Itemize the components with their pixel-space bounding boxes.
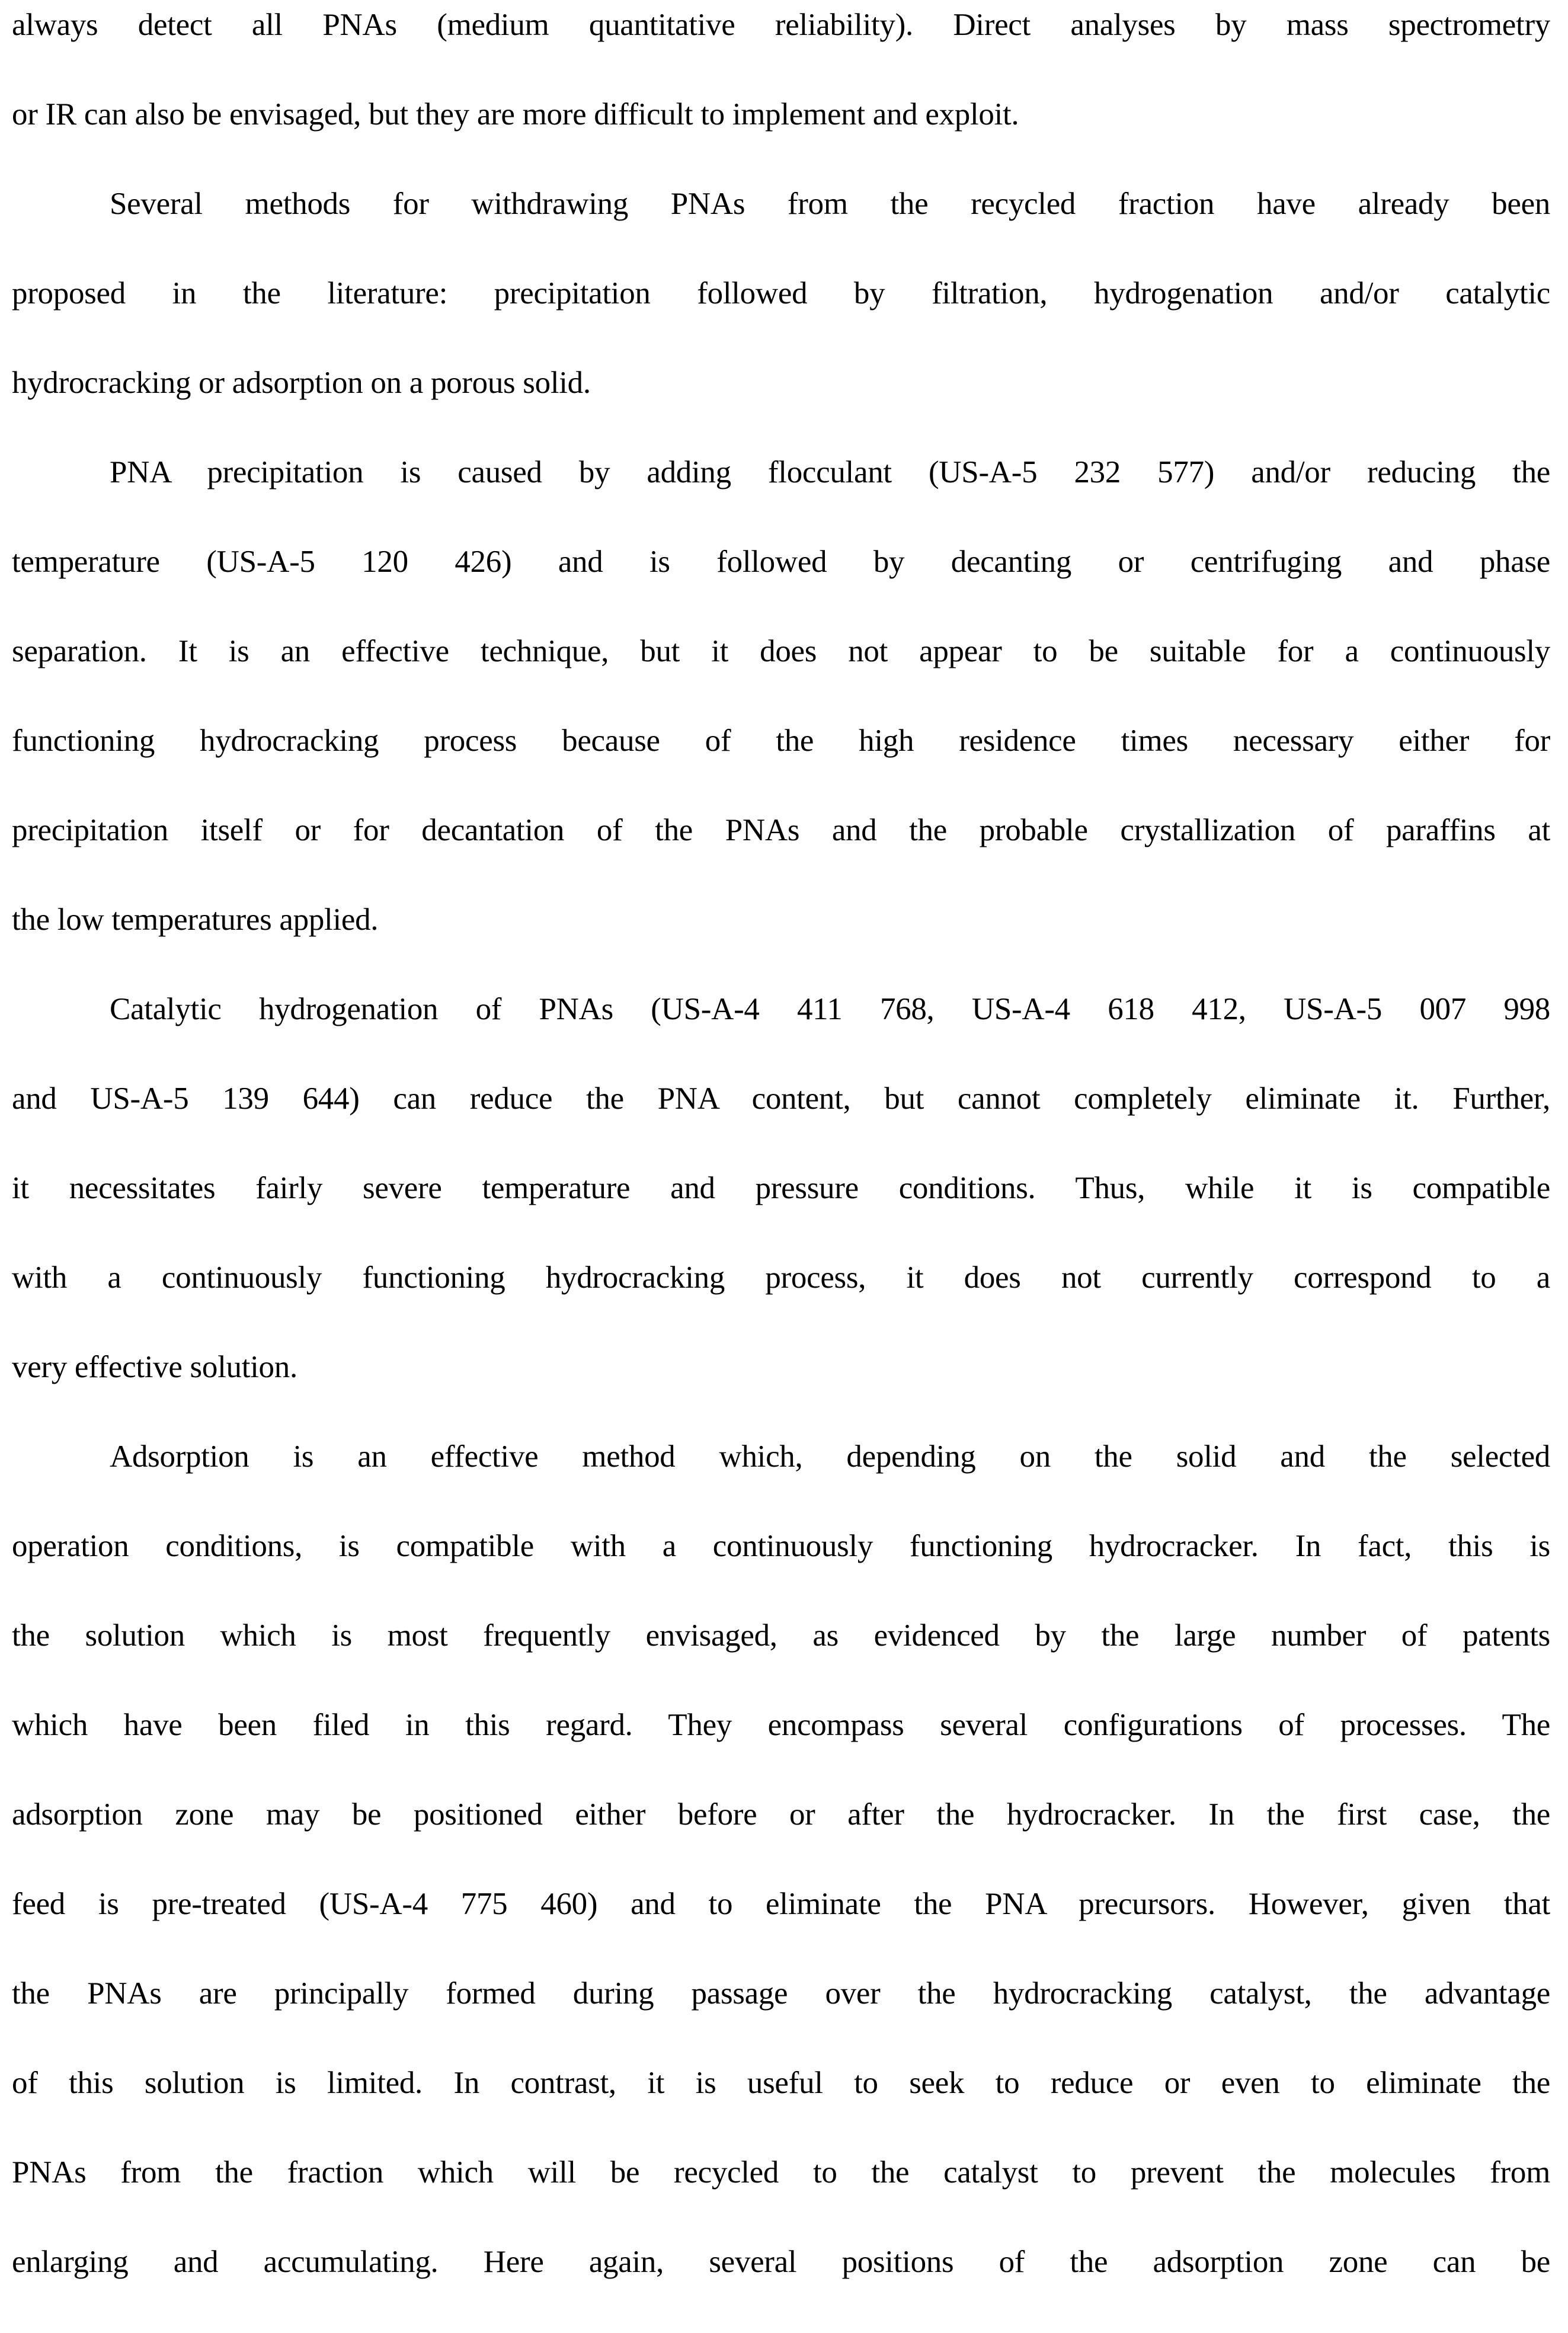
text-line: the solution which is most frequently envisaged, as evidenced by the large number of patents	[12, 1618, 1550, 1653]
text-line: temperature (US-A-5 120 426) and is followed by decanting or centrifuging and phase	[12, 545, 1550, 579]
text-line: which have been filed in this regard. They encompass several configurations of processes. The	[12, 1708, 1550, 1742]
text-line: enlarging and accumulating. Here again, several positions of the adsorption zone can be	[12, 2245, 1550, 2279]
text-line: the PNAs are principally formed during passage over the hydrocracking catalyst, the advantage	[12, 1976, 1550, 2011]
text-block	[12, 0, 1550, 2307]
text-line: operation conditions, is compatible with a continuously functioning hydrocracker. In fact, this is	[12, 1529, 1550, 1563]
text-line: precipitation itself or for decantation of the PNAs and the probable crystallization of paraffins at	[12, 813, 1550, 847]
text-line: of this solution is limited. In contrast, it is useful to seek to reduce or even to eliminate the	[12, 2066, 1550, 2100]
text-line: PNAs from the fraction which will be recycled to the catalyst to prevent the molecules from	[12, 2155, 1550, 2190]
text-line: and US-A-5 139 644) can reduce the PNA content, but cannot completely eliminate it. Further,	[12, 1081, 1550, 1116]
text-line: proposed in the literature: precipitation followed by filtration, hydrogenation and/or catalytic	[12, 276, 1550, 311]
text-line: Catalytic hydrogenation of PNAs (US-A-4 411 768, US-A-4 618 412, US-A-5 007 998	[110, 992, 1550, 1026]
text-line: PNA precipitation is caused by adding flocculant (US-A-5 232 577) and/or reducing the	[110, 455, 1550, 489]
text-line: Several methods for withdrawing PNAs from the recycled fraction have already been	[110, 187, 1550, 221]
text-line: or IR can also be envisaged, but they are more difficult to implement and exploit.	[12, 97, 1019, 132]
text-line: very effective solution.	[12, 1350, 297, 1384]
text-line: separation. It is an effective technique, but it does not appear to be suitable for a continuously	[12, 634, 1550, 668]
text-line: adsorption zone may be positioned either before or after the hydrocracker. In the first case, the	[12, 1797, 1550, 1832]
text-line: Adsorption is an effective method which, depending on the solid and the selected	[110, 1439, 1550, 1474]
text-line: feed is pre-treated (US-A-4 775 460) and to eliminate the PNA precursors. However, given that	[12, 1887, 1550, 1921]
text-line: functioning hydrocracking process because of the high residence times necessary either for	[12, 724, 1550, 758]
text-line: always detect all PNAs (medium quantitative reliability). Direct analyses by mass spectrometry	[12, 8, 1550, 42]
text-line: it necessitates fairly severe temperature and pressure conditions. Thus, while it is compatible	[12, 1171, 1550, 1205]
text-line: hydrocracking or adsorption on a porous solid.	[12, 366, 591, 400]
text-line: the low temperatures applied.	[12, 903, 379, 937]
text-line: with a continuously functioning hydrocracking process, it does not currently correspond to a	[12, 1260, 1550, 1295]
